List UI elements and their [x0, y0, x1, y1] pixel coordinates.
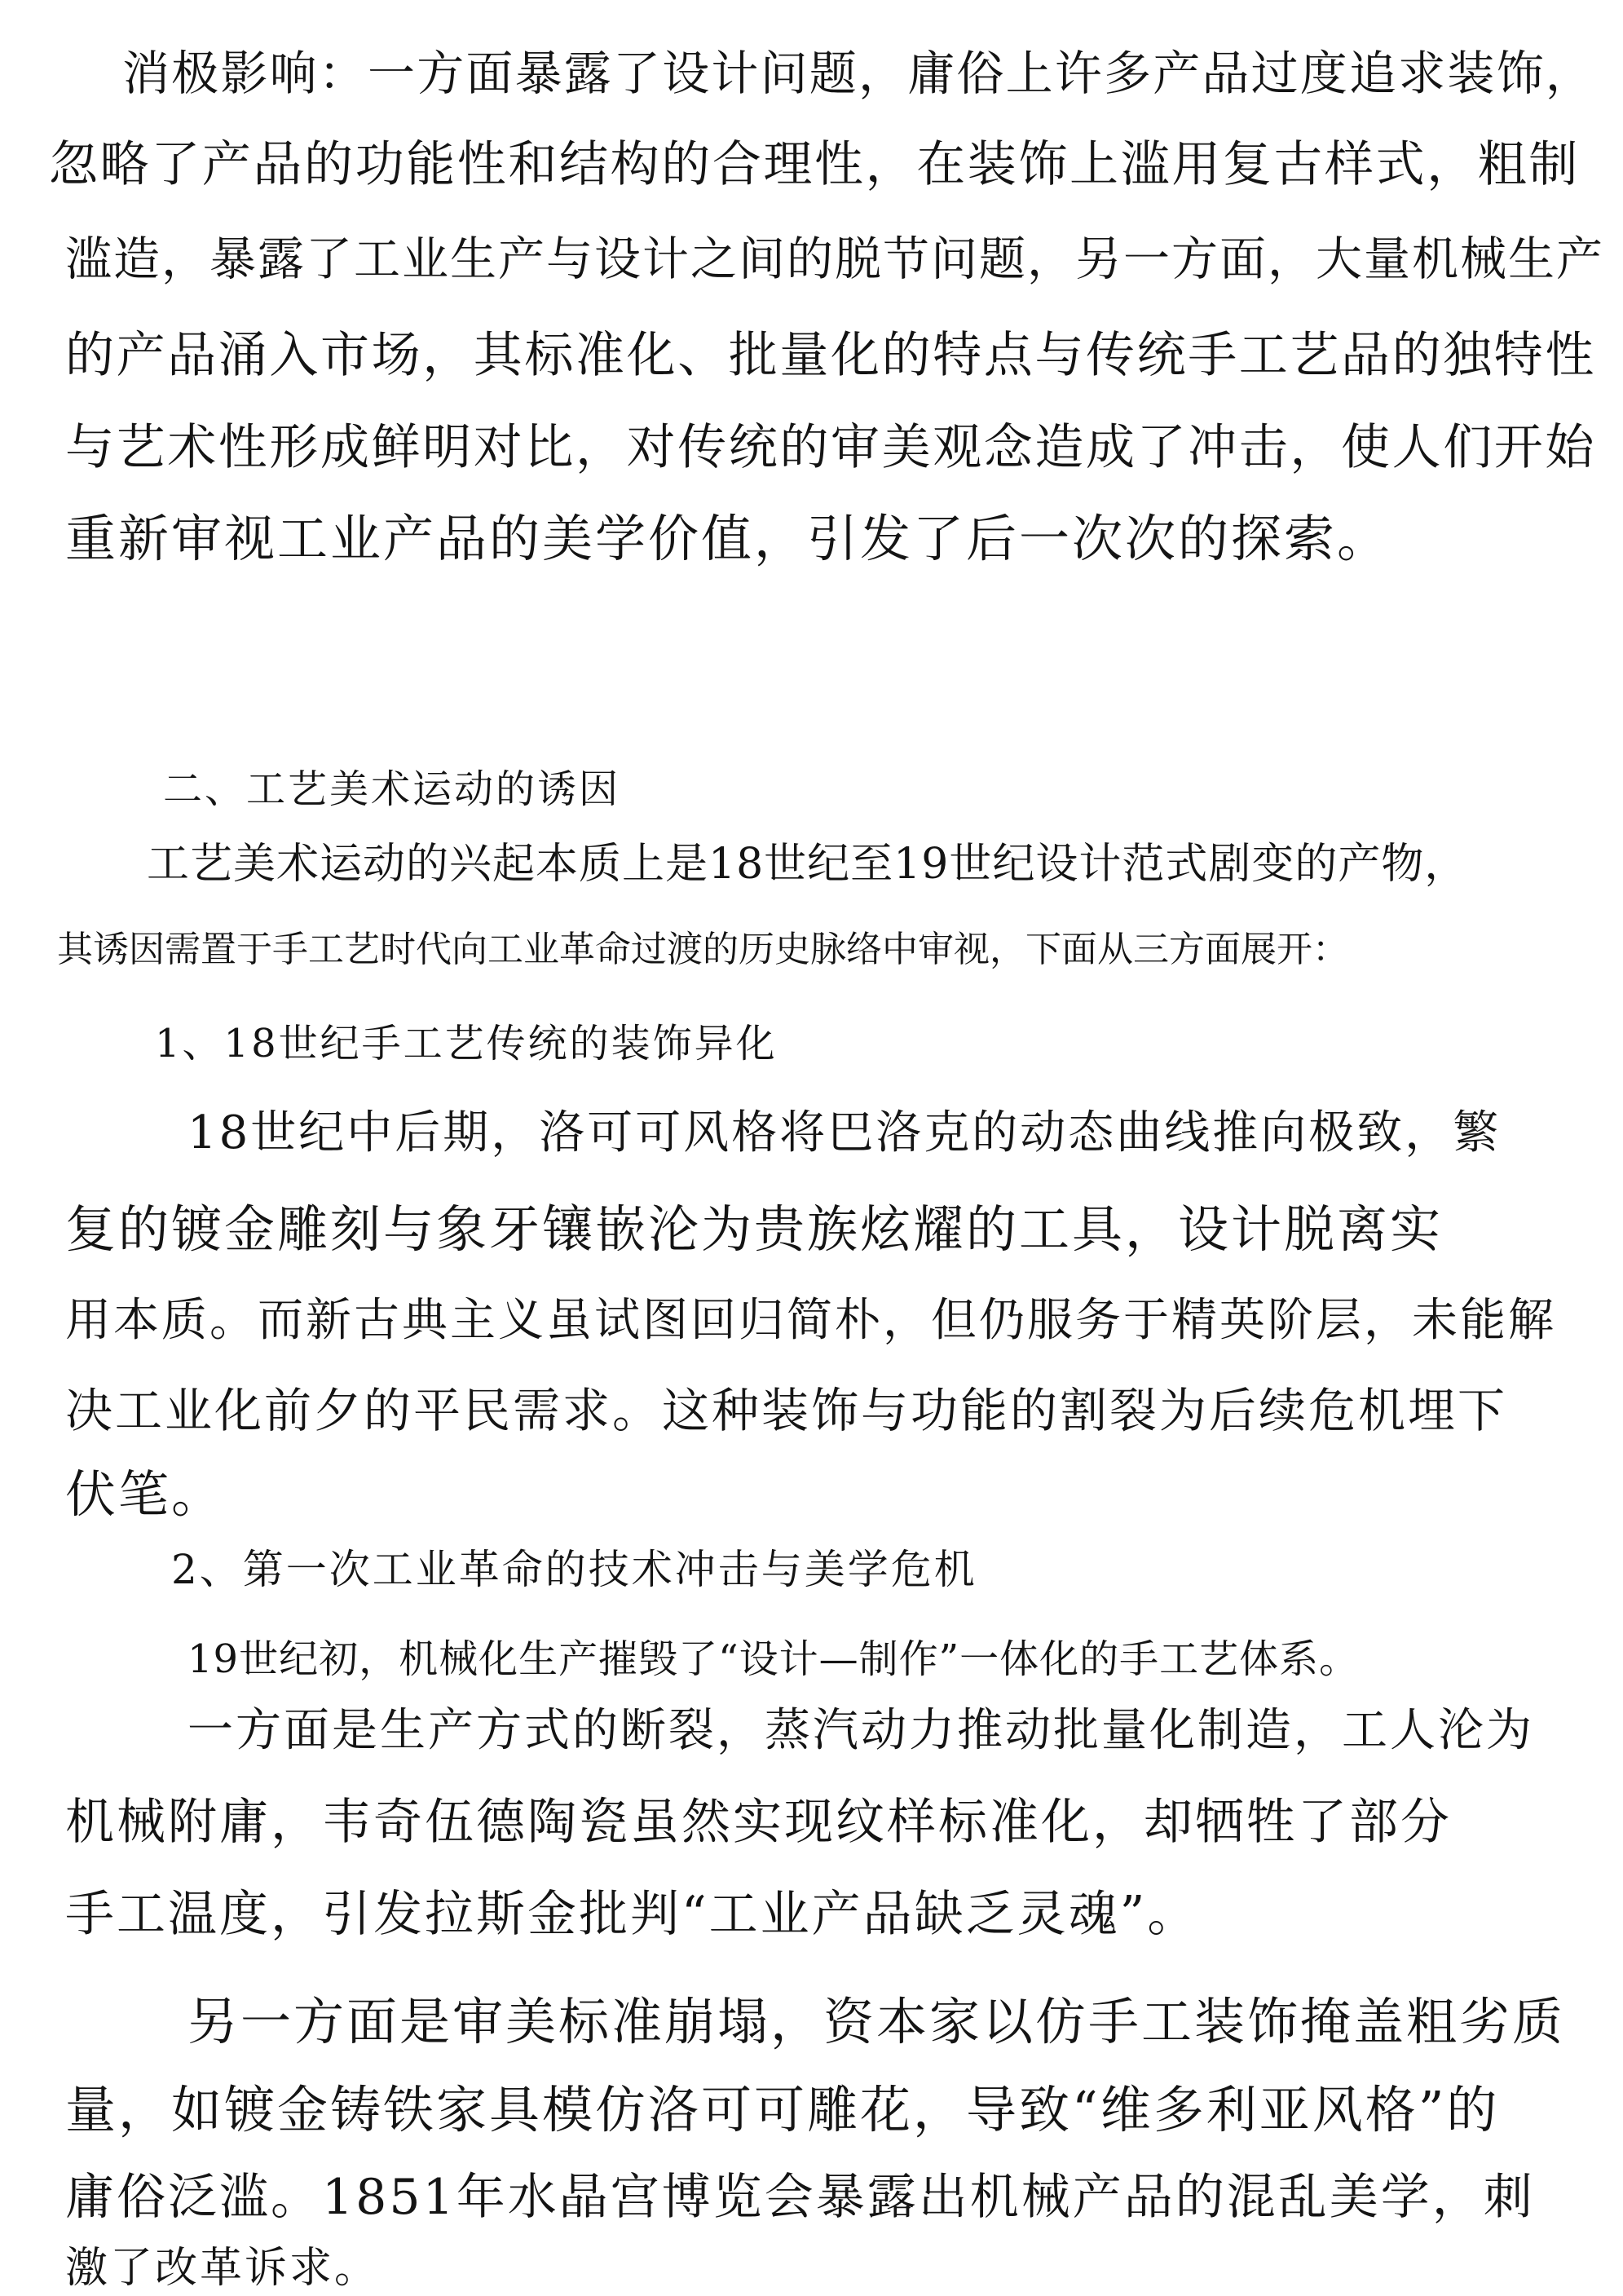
- subheading-1: 1、18世纪手工艺传统的装饰异化: [155, 1021, 778, 1066]
- text-line-9: 其诱因需置于手工艺时代向工业革命过渡的历史脉络中审视，下面从三方面展开：: [57, 929, 1348, 970]
- text-line-8: 工艺美术运动的兴起本质上是18世纪至19世纪设计范式剧变的产物，: [147, 840, 1468, 889]
- text-line-19: 机械附庸，韦奇伍德陶瓷虽然实现纹样标准化，却牺牲了部分: [65, 1794, 1452, 1851]
- text-line-3: 滥造，暴露了工业生产与设计之间的脱节问题，另一方面，大量机械生产: [65, 232, 1604, 286]
- text-line-1: 消极影响：一方面暴露了设计问题，庸俗上许多产品过度追求装饰，: [122, 46, 1595, 101]
- subheading-2: 2、第一次工业革命的技术冲击与美学危机: [171, 1546, 977, 1593]
- text-line-2: 忽略了产品的功能性和结构的合理性，在装饰上滥用复古样式，粗制: [49, 136, 1580, 193]
- text-line-18: 一方面是生产方式的断裂，蒸汽动力推动批量化制造，工人沦为: [187, 1704, 1534, 1757]
- text-line-6: 重新审视工业产品的美学价值，引发了后一次次的探索。: [65, 509, 1391, 568]
- text-line-20: 手工温度，引发拉斯金批判“工业产品缺乏灵魂”。: [65, 1886, 1199, 1943]
- text-line-11: 18世纪中后期，洛可可风格将巴洛克的动态曲线推向极致，繁: [187, 1106, 1502, 1159]
- text-line-13: 用本质。而新古典主义虽试图回归简朴，但仍服务于精英阶层，未能解: [65, 1294, 1556, 1347]
- text-line-14: 决工业化前夕的平民需求。这种装饰与功能的割裂为后续危机埋下: [65, 1383, 1508, 1438]
- text-line-23: 庸俗泛滥。1851年水晶宫博览会暴露出机械产品的混乱美学，刺: [65, 2169, 1535, 2226]
- text-line-5: 与艺术性形成鲜明对比，对传统的审美观念造成了冲击，使人们开始: [65, 419, 1596, 476]
- text-line-4: 的产品涌入市场，其标准化、批量化的特点与传统手工艺品的独特性: [65, 327, 1596, 384]
- text-line-17: 19世纪初，机械化生产摧毁了“设计—制作”一体化的手工艺体系。: [187, 1636, 1360, 1682]
- text-line-12: 复的镀金雕刻与象牙镶嵌沦为贵族炫耀的工具，设计脱离实: [65, 1199, 1444, 1259]
- text-line-15: 伏笔。: [65, 1464, 225, 1524]
- section-heading: 二、工艺美术运动的诱因: [163, 766, 621, 812]
- text-line-22: 量，如镀金铸铁家具模仿洛可可雕花，导致“维多利亚风格”的: [65, 2080, 1500, 2139]
- text-line-24: 激了改革诉求。: [65, 2244, 380, 2293]
- text-line-21: 另一方面是审美标准崩塌，资本家以仿手工装饰掩盖粗劣质: [187, 1992, 1566, 2051]
